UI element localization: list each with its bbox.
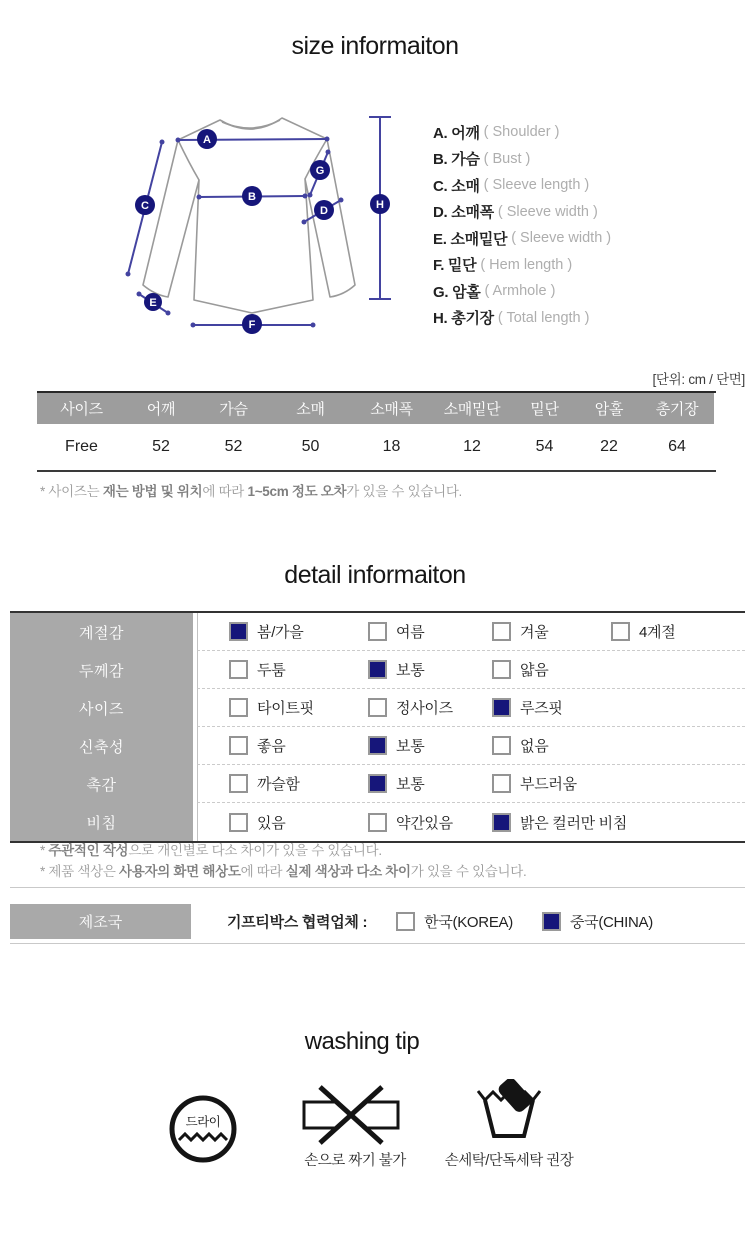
legend-item xyxy=(433,305,611,332)
option-label: 타이트핏 xyxy=(257,700,314,717)
size-table-header-row xyxy=(37,393,716,424)
size-note: * 사이즈는 재는 방법 및 위치에 따라 1~5cm 정도 오차가 있을 수 있습니다. xyxy=(40,484,463,499)
legend-item xyxy=(433,278,611,305)
option xyxy=(492,621,611,642)
option xyxy=(611,621,750,642)
checkbox-checked-icon xyxy=(492,813,511,832)
no-wring-caption: 손으로 짜기 불가 xyxy=(304,1153,406,1169)
option xyxy=(368,659,492,680)
option xyxy=(396,911,513,932)
option-label: 까슬함 xyxy=(257,776,300,793)
option-label: 겨울 xyxy=(520,624,549,641)
origin-prefix: 기프티박스 협력업체 : xyxy=(227,914,368,931)
detail-row xyxy=(10,803,745,841)
size-value-cell: Free xyxy=(65,438,98,455)
legend-item xyxy=(433,225,611,252)
checkbox-unchecked-icon xyxy=(396,912,415,931)
checkbox-checked-icon xyxy=(492,698,511,717)
option-label: 있음 xyxy=(257,814,286,832)
option xyxy=(229,697,368,718)
detail-row-options xyxy=(197,765,745,803)
option xyxy=(542,911,653,932)
legend-korean-label: G. 암홀 xyxy=(433,283,481,301)
size-column-header: 총기장 xyxy=(640,393,714,424)
checkbox-unchecked-icon xyxy=(368,813,387,832)
option xyxy=(368,697,492,718)
detail-row-options xyxy=(197,651,745,689)
checkbox-checked-icon xyxy=(368,736,387,755)
option-label: 보통 xyxy=(396,776,425,793)
unit-label: [단위: cm / 단면] xyxy=(652,372,745,387)
svg-text:H: H xyxy=(376,199,384,211)
legend-english-label: ( Armhole ) xyxy=(484,283,556,300)
legend-item xyxy=(433,146,611,173)
size-table xyxy=(37,391,716,472)
detail-row-label: 비침 xyxy=(10,803,193,841)
detail-row-options xyxy=(197,803,745,841)
size-column-header: 사이즈 xyxy=(37,393,126,424)
option-label: 보통 xyxy=(396,738,425,755)
size-column-header: 소매 xyxy=(271,393,350,424)
checkbox-unchecked-icon xyxy=(492,736,511,755)
size-value-cell: 12 xyxy=(463,438,481,455)
size-column-header: 밑단 xyxy=(511,393,578,424)
checkbox-checked-icon xyxy=(229,622,248,641)
detail-row xyxy=(10,727,745,765)
detail-row-label: 신축성 xyxy=(10,727,193,765)
size-column-header: 암홀 xyxy=(578,393,640,424)
legend-item xyxy=(433,252,611,279)
option-label: 보통 xyxy=(396,662,425,679)
option-label: 봄/가을 xyxy=(257,624,304,641)
checkbox-unchecked-icon xyxy=(492,622,511,641)
size-value-cell: 22 xyxy=(600,438,618,455)
detail-row-label: 두께감 xyxy=(10,651,193,689)
svg-text:D: D xyxy=(320,205,328,217)
legend-item xyxy=(433,172,611,199)
checkbox-unchecked-icon xyxy=(611,622,630,641)
option xyxy=(492,735,611,756)
detail-row xyxy=(10,651,745,689)
option xyxy=(368,621,492,642)
option xyxy=(229,812,368,833)
detail-row xyxy=(10,689,745,727)
dry-clean-icon xyxy=(168,1094,238,1164)
legend-korean-label: D. 소매폭 xyxy=(433,204,494,222)
option-label: 여름 xyxy=(396,624,425,641)
legend-korean-label: A. 어깨 xyxy=(433,124,480,142)
legend-english-label: ( Total length ) xyxy=(497,309,590,326)
checkbox-checked-icon xyxy=(542,912,561,931)
option-label: 한국(KOREA) xyxy=(424,914,513,931)
size-value-cell: 52 xyxy=(152,438,170,455)
checkbox-unchecked-icon xyxy=(229,736,248,755)
legend-korean-label: F. 밑단 xyxy=(433,257,477,275)
legend-korean-label: H. 총기장 xyxy=(433,310,494,328)
svg-text:드라이: 드라이 xyxy=(185,1115,221,1129)
option-label: 4계절 xyxy=(639,624,676,641)
size-column-header: 어깨 xyxy=(126,393,196,424)
option xyxy=(368,735,492,756)
size-column-header: 가슴 xyxy=(196,393,271,424)
detail-table xyxy=(10,611,745,843)
legend-english-label: ( Sleeve length ) xyxy=(483,177,590,194)
detail-row-options xyxy=(197,689,745,727)
size-table-value-row xyxy=(37,424,716,470)
detail-row-label: 계절감 xyxy=(10,613,193,651)
size-value-cell: 50 xyxy=(301,438,320,455)
option xyxy=(229,621,368,642)
detail-row xyxy=(10,765,745,803)
option-label: 약간있음 xyxy=(396,814,453,832)
option xyxy=(368,812,492,833)
hand-wash-icon xyxy=(477,1079,541,1141)
checkbox-unchecked-icon xyxy=(229,660,248,679)
option-label: 중국(CHINA) xyxy=(569,914,653,931)
option-label: 정사이즈 xyxy=(396,700,453,717)
legend-english-label: ( Sleeve width ) xyxy=(497,203,598,220)
option-label: 좋음 xyxy=(257,738,286,755)
washing-section-title: washing tip xyxy=(304,1028,420,1055)
svg-text:G: G xyxy=(315,165,325,177)
option-label: 부드러움 xyxy=(520,776,577,793)
option xyxy=(492,697,611,718)
detail-row-options xyxy=(197,727,745,765)
option xyxy=(492,773,611,794)
no-wring-icon xyxy=(302,1085,400,1145)
option xyxy=(229,659,368,680)
svg-text:C: C xyxy=(141,200,149,212)
legend-english-label: ( Bust ) xyxy=(483,150,531,167)
option-label: 얇음 xyxy=(520,662,549,679)
svg-text:A: A xyxy=(203,134,211,146)
detail-row xyxy=(10,613,745,651)
size-value-cell: 18 xyxy=(382,438,401,455)
size-section-title: size informaiton xyxy=(291,32,459,60)
option xyxy=(229,773,368,794)
option-label: 루즈핏 xyxy=(520,700,563,717)
option xyxy=(492,659,611,680)
svg-text:E: E xyxy=(149,297,157,309)
svg-text:F: F xyxy=(248,319,256,331)
legend-korean-label: E. 소매밑단 xyxy=(433,230,508,248)
detail-note-1: * 주관적인 작성으로 개인별로 다소 차이가 있을 수 있습니다. xyxy=(40,843,382,858)
checkbox-unchecked-icon xyxy=(229,774,248,793)
checkbox-unchecked-icon xyxy=(229,813,248,832)
origin-content xyxy=(195,904,745,939)
detail-row-label: 촉감 xyxy=(10,765,193,803)
detail-row-options xyxy=(197,613,745,651)
option-label: 밝은 컬러만 비침 xyxy=(520,814,628,832)
size-value-cell: 52 xyxy=(224,438,243,455)
checkbox-unchecked-icon xyxy=(368,622,387,641)
option-label: 두툼 xyxy=(257,662,286,679)
hand-wash-caption: 손세탁/단독세탁 권장 xyxy=(444,1153,574,1169)
detail-notes xyxy=(40,840,526,882)
legend-english-label: ( Shoulder ) xyxy=(483,124,560,141)
checkbox-unchecked-icon xyxy=(492,774,511,793)
option xyxy=(492,812,628,833)
detail-section-title: detail informaiton xyxy=(284,561,466,589)
size-value-cell: 64 xyxy=(668,438,686,455)
svg-text:B: B xyxy=(248,191,256,203)
legend-korean-label: C. 소매 xyxy=(433,177,480,195)
origin-options xyxy=(367,911,653,932)
checkbox-unchecked-icon xyxy=(229,698,248,717)
option-label: 없음 xyxy=(520,738,549,755)
origin-row xyxy=(10,887,745,944)
option xyxy=(229,735,368,756)
legend-item xyxy=(433,119,611,146)
checkbox-unchecked-icon xyxy=(492,660,511,679)
option xyxy=(368,773,492,794)
size-column-header: 소매폭 xyxy=(350,393,433,424)
detail-row-label: 사이즈 xyxy=(10,689,193,727)
measurement-legend xyxy=(433,119,611,331)
size-value-cell: 54 xyxy=(535,438,554,455)
checkbox-checked-icon xyxy=(368,774,387,793)
legend-english-label: ( Sleeve width ) xyxy=(511,230,612,247)
checkbox-unchecked-icon xyxy=(368,698,387,717)
detail-note-2: * 제품 색상은 사용자의 화면 해상도에 따라 실제 색상과 다소 차이가 있을 수 있습니다. xyxy=(40,864,527,879)
shirt-measurement-diagram xyxy=(100,95,425,365)
legend-english-label: ( Hem length ) xyxy=(480,256,573,273)
legend-item xyxy=(433,199,611,226)
size-column-header: 소매밑단 xyxy=(433,393,511,424)
origin-label: 제조국 xyxy=(10,904,191,939)
legend-korean-label: B. 가슴 xyxy=(433,151,480,169)
checkbox-checked-icon xyxy=(368,660,387,679)
